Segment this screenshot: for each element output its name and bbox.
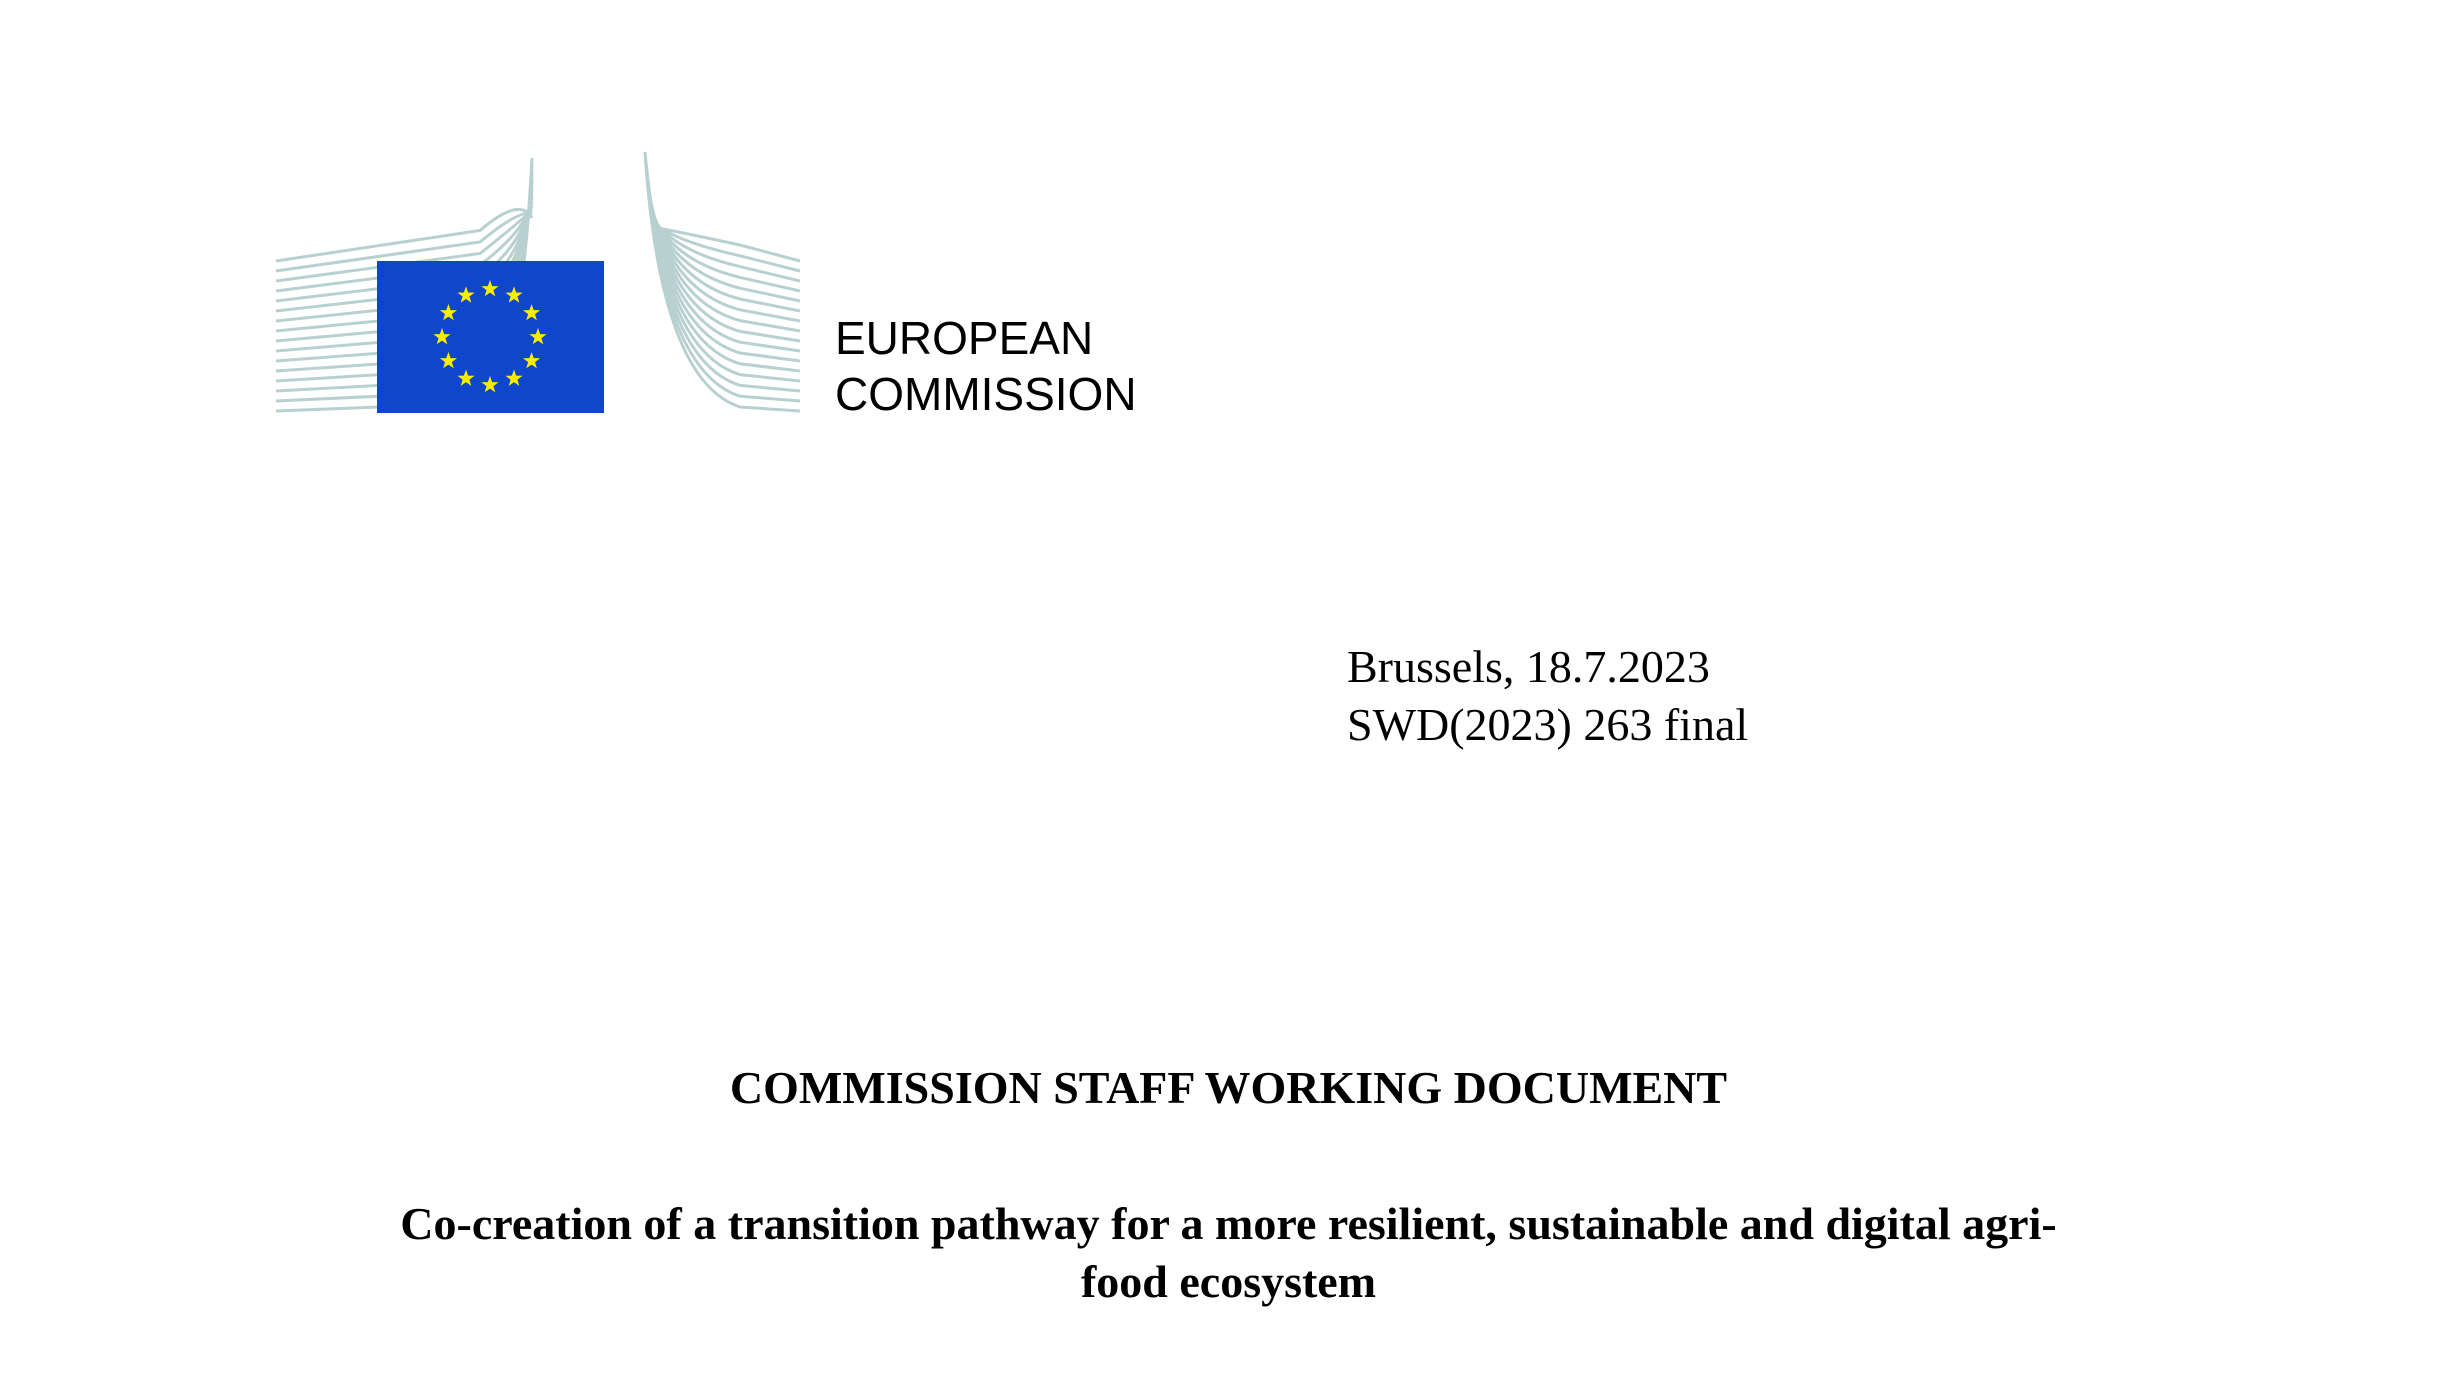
organisation-name-line1: EUROPEAN — [835, 312, 1094, 364]
european-commission-logo-icon — [270, 150, 830, 420]
document-meta — [1347, 638, 1748, 754]
organisation-name — [835, 310, 1137, 422]
document-title-line1: Co-creation of a transition pathway for a more resilient, sustainable and digital agri- — [400, 1198, 2057, 1249]
organisation-name-line2: COMMISSION — [835, 368, 1137, 420]
building-right-wing — [645, 152, 800, 411]
document-title — [300, 1195, 2157, 1311]
place-date: Brussels, 18.7.2023 — [1347, 641, 1710, 692]
header-logo — [270, 150, 1170, 430]
document-reference: SWD(2023) 263 final — [1347, 699, 1749, 750]
document-title-line2: food ecosystem — [1080, 1256, 1377, 1307]
document-type-heading: COMMISSION STAFF WORKING DOCUMENT — [729, 1062, 1728, 1113]
